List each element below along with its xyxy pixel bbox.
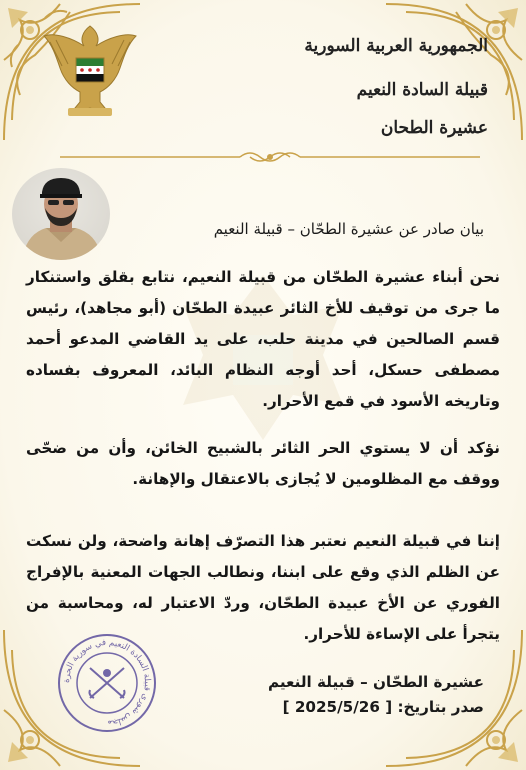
man-portrait-photo-icon (12, 168, 110, 260)
header-country: الجمهورية العربية السورية (304, 36, 488, 56)
seal-text: مجلس شورى قبيلة السادة النعيم في سورية الحرة (61, 637, 153, 729)
paragraph-2: نؤكد أن لا يستوي الحر الثائر بالشبيح الخائن، وأن من ضحّى ووقف مع المظلومين لا يُجازى بالاعتقال والإهانة. (26, 439, 500, 488)
date-value: [ 2025/5/26 ] (282, 698, 393, 716)
syrian-eagle-emblem-icon (42, 22, 138, 122)
date-label: صدر بتاريخ: (397, 698, 484, 716)
paragraph-3: إننا في قبيلة النعيم نعتبر هذا التصرّف إهانة واضحة، ولن نسكت عن الظلم الذي وقع على ابننا، ونطالب الجهات المعنية بالإفراج الفوري عن الأخ عبيدة الطحّان، وردّ الاعتبار له، ومحاسبة من يتجرأ على الإساءة للأحرار. (26, 532, 500, 643)
tribal-seal-stamp-icon (56, 632, 158, 734)
issue-date-row (283, 698, 484, 716)
header-tribe: قبيلة السادة النعيم (356, 80, 488, 100)
ornamental-divider (60, 148, 480, 166)
paragraph-1: نحن أبناء عشيرة الطحّان من قبيلة النعيم، نتابع بقلق واستنكار ما جرى من توقيف للأخ الثائر عبيدة الطحّان (أبو مجاهد)، رئيس قسم الصالحين في مدينة حلب، على يد القاضي المدعو أحمد مصطفى حسكل، أحد أوجه النظام البائد، المعروف بفساده وتاريخه الأسود في قمع الأحرار. (26, 268, 500, 410)
statement-subject: بيان صادر عن عشيرة الطحّان – قبيلة النعيم (213, 220, 484, 238)
signature-line: عشيرة الطحّان – قبيلة النعيم (267, 673, 484, 691)
header-clan: عشيرة الطحان (380, 118, 488, 138)
